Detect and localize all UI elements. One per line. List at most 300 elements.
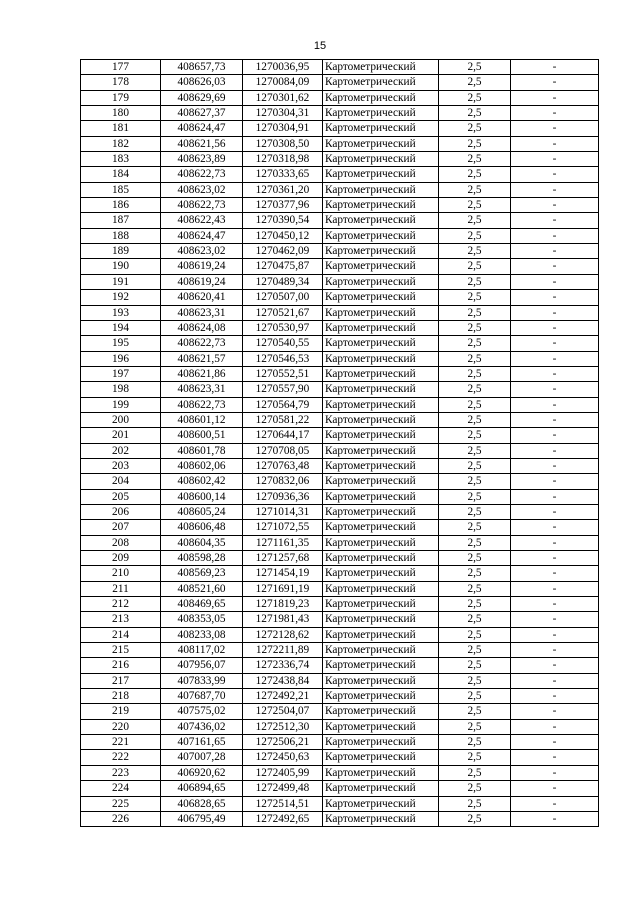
note-cell: - (511, 320, 599, 335)
method-cell: Картометрический (323, 351, 439, 366)
table-row (81, 259, 599, 274)
method-cell: Картометрический (323, 811, 439, 826)
y-coordinate-cell: 1270936,36 (243, 489, 323, 504)
table-row (81, 274, 599, 289)
y-coordinate-cell: 1270333,65 (243, 167, 323, 182)
table-row (81, 612, 599, 627)
table-row (81, 443, 599, 458)
table-row (81, 535, 599, 550)
note-cell: - (511, 366, 599, 381)
y-coordinate-cell: 1270377,96 (243, 198, 323, 213)
y-coordinate-cell: 1272504,07 (243, 704, 323, 719)
y-coordinate-cell: 1270304,91 (243, 121, 323, 136)
x-coordinate-cell: 408605,24 (161, 504, 243, 519)
point-number-cell: 226 (81, 811, 161, 826)
accuracy-cell: 2,5 (439, 689, 511, 704)
method-cell: Картометрический (323, 673, 439, 688)
x-coordinate-cell: 408622,73 (161, 167, 243, 182)
table-row (81, 765, 599, 780)
x-coordinate-cell: 408569,23 (161, 566, 243, 581)
x-coordinate-cell: 407687,70 (161, 689, 243, 704)
y-coordinate-cell: 1272492,65 (243, 811, 323, 826)
table-row (81, 121, 599, 136)
note-cell: - (511, 658, 599, 673)
table-row (81, 474, 599, 489)
table-row (81, 704, 599, 719)
method-cell: Картометрический (323, 658, 439, 673)
table-row (81, 244, 599, 259)
note-cell: - (511, 274, 599, 289)
note-cell: - (511, 551, 599, 566)
point-number-cell: 217 (81, 673, 161, 688)
y-coordinate-cell: 1270304,31 (243, 106, 323, 121)
table-row (81, 581, 599, 596)
note-cell: - (511, 520, 599, 535)
y-coordinate-cell: 1270832,06 (243, 474, 323, 489)
accuracy-cell: 2,5 (439, 489, 511, 504)
point-number-cell: 204 (81, 474, 161, 489)
accuracy-cell: 2,5 (439, 566, 511, 581)
note-cell: - (511, 566, 599, 581)
x-coordinate-cell: 408233,08 (161, 627, 243, 642)
accuracy-cell: 2,5 (439, 213, 511, 228)
point-number-cell: 188 (81, 228, 161, 243)
note-cell: - (511, 796, 599, 811)
accuracy-cell: 2,5 (439, 535, 511, 550)
accuracy-cell: 2,5 (439, 351, 511, 366)
note-cell: - (511, 75, 599, 90)
point-number-cell: 177 (81, 60, 161, 75)
y-coordinate-cell: 1270581,22 (243, 412, 323, 427)
accuracy-cell: 2,5 (439, 673, 511, 688)
x-coordinate-cell: 408620,41 (161, 290, 243, 305)
note-cell: - (511, 643, 599, 658)
x-coordinate-cell: 406894,65 (161, 781, 243, 796)
method-cell: Картометрический (323, 597, 439, 612)
table-row (81, 504, 599, 519)
table-row (81, 719, 599, 734)
note-cell: - (511, 290, 599, 305)
note-cell: - (511, 182, 599, 197)
accuracy-cell: 2,5 (439, 198, 511, 213)
note-cell: - (511, 781, 599, 796)
table-row (81, 397, 599, 412)
point-number-cell: 183 (81, 152, 161, 167)
x-coordinate-cell: 408619,24 (161, 274, 243, 289)
y-coordinate-cell: 1272128,62 (243, 627, 323, 642)
point-number-cell: 218 (81, 689, 161, 704)
method-cell: Картометрический (323, 704, 439, 719)
table-row (81, 750, 599, 765)
y-coordinate-cell: 1270564,79 (243, 397, 323, 412)
table-row (81, 658, 599, 673)
method-cell: Картометрический (323, 244, 439, 259)
table-row (81, 811, 599, 826)
note-cell: - (511, 228, 599, 243)
point-number-cell: 182 (81, 136, 161, 151)
accuracy-cell: 2,5 (439, 90, 511, 105)
x-coordinate-cell: 408606,48 (161, 520, 243, 535)
x-coordinate-cell: 406920,62 (161, 765, 243, 780)
table-row (81, 320, 599, 335)
note-cell: - (511, 167, 599, 182)
table-row (81, 136, 599, 151)
method-cell: Картометрический (323, 735, 439, 750)
point-number-cell: 208 (81, 535, 161, 550)
x-coordinate-cell: 408623,89 (161, 152, 243, 167)
accuracy-cell: 2,5 (439, 597, 511, 612)
point-number-cell: 205 (81, 489, 161, 504)
y-coordinate-cell: 1271691,19 (243, 581, 323, 596)
table-row (81, 458, 599, 473)
y-coordinate-cell: 1270763,48 (243, 458, 323, 473)
accuracy-cell: 2,5 (439, 704, 511, 719)
method-cell: Картометрический (323, 504, 439, 519)
note-cell: - (511, 443, 599, 458)
table-row (81, 336, 599, 351)
method-cell: Картометрический (323, 566, 439, 581)
table-row (81, 627, 599, 642)
accuracy-cell: 2,5 (439, 443, 511, 458)
point-number-cell: 215 (81, 643, 161, 658)
table-row (81, 213, 599, 228)
table-row (81, 382, 599, 397)
y-coordinate-cell: 1272512,30 (243, 719, 323, 734)
accuracy-cell: 2,5 (439, 228, 511, 243)
method-cell: Картометрический (323, 228, 439, 243)
method-cell: Картометрический (323, 643, 439, 658)
note-cell: - (511, 581, 599, 596)
table-row (81, 597, 599, 612)
method-cell: Картометрический (323, 412, 439, 427)
note-cell: - (511, 336, 599, 351)
accuracy-cell: 2,5 (439, 811, 511, 826)
accuracy-cell: 2,5 (439, 244, 511, 259)
x-coordinate-cell: 408621,56 (161, 136, 243, 151)
note-cell: - (511, 244, 599, 259)
note-cell: - (511, 535, 599, 550)
accuracy-cell: 2,5 (439, 305, 511, 320)
y-coordinate-cell: 1272514,51 (243, 796, 323, 811)
point-number-cell: 222 (81, 750, 161, 765)
point-number-cell: 192 (81, 290, 161, 305)
x-coordinate-cell: 407007,28 (161, 750, 243, 765)
method-cell: Картометрический (323, 60, 439, 75)
point-number-cell: 220 (81, 719, 161, 734)
y-coordinate-cell: 1272499,48 (243, 781, 323, 796)
accuracy-cell: 2,5 (439, 612, 511, 627)
x-coordinate-cell: 407161,65 (161, 735, 243, 750)
note-cell: - (511, 474, 599, 489)
point-number-cell: 198 (81, 382, 161, 397)
point-number-cell: 214 (81, 627, 161, 642)
y-coordinate-cell: 1270450,12 (243, 228, 323, 243)
accuracy-cell: 2,5 (439, 551, 511, 566)
x-coordinate-cell: 408623,31 (161, 305, 243, 320)
method-cell: Картометрический (323, 612, 439, 627)
point-number-cell: 213 (81, 612, 161, 627)
note-cell: - (511, 627, 599, 642)
method-cell: Картометрический (323, 121, 439, 136)
note-cell: - (511, 504, 599, 519)
note-cell: - (511, 198, 599, 213)
method-cell: Картометрический (323, 428, 439, 443)
accuracy-cell: 2,5 (439, 366, 511, 381)
y-coordinate-cell: 1270084,09 (243, 75, 323, 90)
method-cell: Картометрический (323, 182, 439, 197)
note-cell: - (511, 106, 599, 121)
accuracy-cell: 2,5 (439, 290, 511, 305)
x-coordinate-cell: 408521,60 (161, 581, 243, 596)
x-coordinate-cell: 408624,47 (161, 121, 243, 136)
point-number-cell: 202 (81, 443, 161, 458)
accuracy-cell: 2,5 (439, 796, 511, 811)
point-number-cell: 225 (81, 796, 161, 811)
table-row (81, 796, 599, 811)
table-row (81, 182, 599, 197)
accuracy-cell: 2,5 (439, 581, 511, 596)
x-coordinate-cell: 408600,51 (161, 428, 243, 443)
accuracy-cell: 2,5 (439, 412, 511, 427)
note-cell: - (511, 259, 599, 274)
accuracy-cell: 2,5 (439, 504, 511, 519)
method-cell: Картометрический (323, 213, 439, 228)
y-coordinate-cell: 1271454,19 (243, 566, 323, 581)
note-cell: - (511, 689, 599, 704)
method-cell: Картометрический (323, 167, 439, 182)
table-row (81, 673, 599, 688)
x-coordinate-cell: 408623,02 (161, 244, 243, 259)
method-cell: Картометрический (323, 581, 439, 596)
note-cell: - (511, 750, 599, 765)
y-coordinate-cell: 1272211,89 (243, 643, 323, 658)
point-number-cell: 194 (81, 320, 161, 335)
x-coordinate-cell: 408627,37 (161, 106, 243, 121)
table-row (81, 643, 599, 658)
method-cell: Картометрический (323, 474, 439, 489)
y-coordinate-cell: 1270318,98 (243, 152, 323, 167)
point-number-cell: 216 (81, 658, 161, 673)
x-coordinate-cell: 407436,02 (161, 719, 243, 734)
point-number-cell: 199 (81, 397, 161, 412)
method-cell: Картометрический (323, 765, 439, 780)
y-coordinate-cell: 1270644,17 (243, 428, 323, 443)
accuracy-cell: 2,5 (439, 136, 511, 151)
y-coordinate-cell: 1270530,97 (243, 320, 323, 335)
table-row (81, 412, 599, 427)
x-coordinate-cell: 408469,65 (161, 597, 243, 612)
point-number-cell: 181 (81, 121, 161, 136)
table-row (81, 351, 599, 366)
x-coordinate-cell: 408621,86 (161, 366, 243, 381)
point-number-cell: 187 (81, 213, 161, 228)
y-coordinate-cell: 1271981,43 (243, 612, 323, 627)
table-row (81, 489, 599, 504)
x-coordinate-cell: 408622,73 (161, 336, 243, 351)
note-cell: - (511, 60, 599, 75)
accuracy-cell: 2,5 (439, 750, 511, 765)
accuracy-cell: 2,5 (439, 520, 511, 535)
method-cell: Картометрический (323, 336, 439, 351)
x-coordinate-cell: 408624,47 (161, 228, 243, 243)
y-coordinate-cell: 1270552,51 (243, 366, 323, 381)
point-number-cell: 190 (81, 259, 161, 274)
x-coordinate-cell: 408622,73 (161, 198, 243, 213)
table-row (81, 428, 599, 443)
method-cell: Картометрический (323, 535, 439, 550)
point-number-cell: 219 (81, 704, 161, 719)
point-number-cell: 185 (81, 182, 161, 197)
note-cell: - (511, 612, 599, 627)
x-coordinate-cell: 408621,57 (161, 351, 243, 366)
x-coordinate-cell: 407575,02 (161, 704, 243, 719)
table-row (81, 106, 599, 121)
method-cell: Картометрический (323, 627, 439, 642)
y-coordinate-cell: 1270557,90 (243, 382, 323, 397)
accuracy-cell: 2,5 (439, 719, 511, 734)
point-number-cell: 193 (81, 305, 161, 320)
table-row (81, 781, 599, 796)
method-cell: Картометрический (323, 152, 439, 167)
note-cell: - (511, 489, 599, 504)
accuracy-cell: 2,5 (439, 781, 511, 796)
table-row (81, 167, 599, 182)
x-coordinate-cell: 408622,43 (161, 213, 243, 228)
method-cell: Картометрический (323, 305, 439, 320)
y-coordinate-cell: 1270361,20 (243, 182, 323, 197)
x-coordinate-cell: 408623,02 (161, 182, 243, 197)
method-cell: Картометрический (323, 290, 439, 305)
y-coordinate-cell: 1272438,84 (243, 673, 323, 688)
x-coordinate-cell: 408629,69 (161, 90, 243, 105)
x-coordinate-cell: 408622,73 (161, 397, 243, 412)
accuracy-cell: 2,5 (439, 274, 511, 289)
note-cell: - (511, 735, 599, 750)
method-cell: Картометрический (323, 458, 439, 473)
method-cell: Картометрический (323, 136, 439, 151)
point-number-cell: 210 (81, 566, 161, 581)
accuracy-cell: 2,5 (439, 259, 511, 274)
y-coordinate-cell: 1271257,68 (243, 551, 323, 566)
point-number-cell: 189 (81, 244, 161, 259)
y-coordinate-cell: 1270507,00 (243, 290, 323, 305)
method-cell: Картометрический (323, 75, 439, 90)
table-row (81, 60, 599, 75)
point-number-cell: 221 (81, 735, 161, 750)
note-cell: - (511, 136, 599, 151)
point-number-cell: 224 (81, 781, 161, 796)
point-number-cell: 207 (81, 520, 161, 535)
x-coordinate-cell: 408604,35 (161, 535, 243, 550)
x-coordinate-cell: 408602,42 (161, 474, 243, 489)
table-row (81, 735, 599, 750)
x-coordinate-cell: 408601,12 (161, 412, 243, 427)
y-coordinate-cell: 1270390,54 (243, 213, 323, 228)
table-row (81, 198, 599, 213)
method-cell: Картометрический (323, 106, 439, 121)
note-cell: - (511, 397, 599, 412)
x-coordinate-cell: 408353,05 (161, 612, 243, 627)
accuracy-cell: 2,5 (439, 75, 511, 90)
y-coordinate-cell: 1272336,74 (243, 658, 323, 673)
method-cell: Картометрический (323, 320, 439, 335)
point-number-cell: 178 (81, 75, 161, 90)
table-row (81, 228, 599, 243)
table-row (81, 520, 599, 535)
note-cell: - (511, 412, 599, 427)
accuracy-cell: 2,5 (439, 121, 511, 136)
note-cell: - (511, 382, 599, 397)
point-number-cell: 186 (81, 198, 161, 213)
y-coordinate-cell: 1271161,35 (243, 535, 323, 550)
y-coordinate-cell: 1270308,50 (243, 136, 323, 151)
note-cell: - (511, 597, 599, 612)
note-cell: - (511, 719, 599, 734)
y-coordinate-cell: 1271819,23 (243, 597, 323, 612)
x-coordinate-cell: 408619,24 (161, 259, 243, 274)
note-cell: - (511, 305, 599, 320)
note-cell: - (511, 765, 599, 780)
y-coordinate-cell: 1270540,55 (243, 336, 323, 351)
method-cell: Картометрический (323, 397, 439, 412)
method-cell: Картометрический (323, 796, 439, 811)
point-number-cell: 200 (81, 412, 161, 427)
note-cell: - (511, 458, 599, 473)
method-cell: Картометрический (323, 198, 439, 213)
point-number-cell: 206 (81, 504, 161, 519)
x-coordinate-cell: 408602,06 (161, 458, 243, 473)
x-coordinate-cell: 408626,03 (161, 75, 243, 90)
note-cell: - (511, 351, 599, 366)
note-cell: - (511, 704, 599, 719)
note-cell: - (511, 152, 599, 167)
point-number-cell: 196 (81, 351, 161, 366)
coordinates-table-body (81, 60, 599, 827)
method-cell: Картометрический (323, 781, 439, 796)
method-cell: Картометрический (323, 443, 439, 458)
method-cell: Картометрический (323, 520, 439, 535)
note-cell: - (511, 121, 599, 136)
y-coordinate-cell: 1272405,99 (243, 765, 323, 780)
y-coordinate-cell: 1272506,21 (243, 735, 323, 750)
point-number-cell: 184 (81, 167, 161, 182)
x-coordinate-cell: 408623,31 (161, 382, 243, 397)
point-number-cell: 179 (81, 90, 161, 105)
y-coordinate-cell: 1272492,21 (243, 689, 323, 704)
point-number-cell: 201 (81, 428, 161, 443)
accuracy-cell: 2,5 (439, 735, 511, 750)
y-coordinate-cell: 1271014,31 (243, 504, 323, 519)
point-number-cell: 197 (81, 366, 161, 381)
table-row (81, 75, 599, 90)
x-coordinate-cell: 408601,78 (161, 443, 243, 458)
page-number: 15 (313, 40, 327, 52)
accuracy-cell: 2,5 (439, 382, 511, 397)
method-cell: Картометрический (323, 90, 439, 105)
coordinates-table (80, 59, 599, 827)
accuracy-cell: 2,5 (439, 106, 511, 121)
method-cell: Картометрический (323, 719, 439, 734)
table-row (81, 152, 599, 167)
x-coordinate-cell: 408657,73 (161, 60, 243, 75)
y-coordinate-cell: 1272450,63 (243, 750, 323, 765)
accuracy-cell: 2,5 (439, 658, 511, 673)
accuracy-cell: 2,5 (439, 182, 511, 197)
note-cell: - (511, 811, 599, 826)
note-cell: - (511, 673, 599, 688)
method-cell: Картометрический (323, 750, 439, 765)
method-cell: Картометрический (323, 259, 439, 274)
